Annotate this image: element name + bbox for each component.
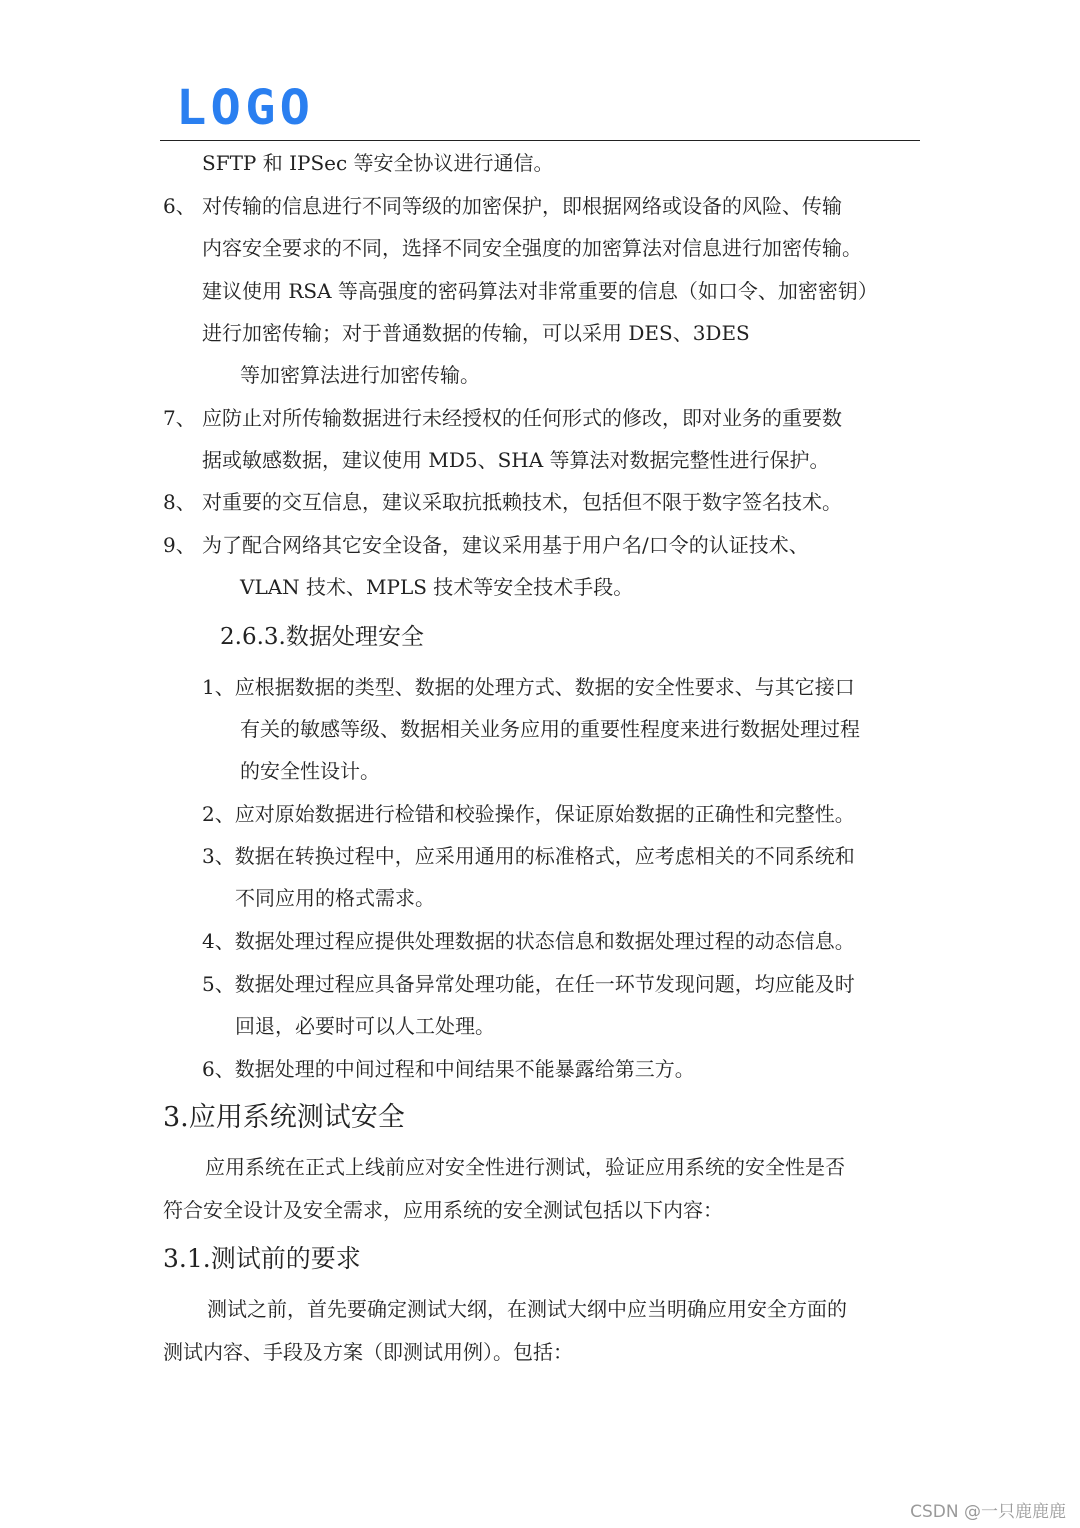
list-item-line: 5、数据处理过程应具备异常处理功能，在任一环节发现问题，均应能及时 [202, 972, 855, 996]
header-divider [160, 140, 920, 141]
list-item-line: 对传输的信息进行不同等级的加密保护，即根据网络或设备的风险、传输 [202, 194, 842, 218]
list-item-line: 进行加密传输；对于普通数据的传输，可以采用 DES、3DES [202, 321, 750, 345]
list-item-line: 4、数据处理过程应提供处理数据的状态信息和数据处理过程的动态信息。 [202, 929, 855, 953]
list-item-line: 2、应对原始数据进行检错和校验操作，保证原始数据的正确性和完整性。 [202, 802, 855, 826]
list-item-line: 应防止对所传输数据进行未经授权的任何形式的修改，即对业务的重要数 [202, 406, 842, 430]
list-item-line: 的安全性设计。 [240, 759, 380, 783]
paragraph-line: 符合安全设计及安全需求，应用系统的安全测试包括以下内容： [163, 1198, 723, 1222]
paragraph-line: 测试之前，首先要确定测试大纲，在测试大纲中应当明确应用安全方面的 [207, 1297, 847, 1321]
paragraph-line: 测试内容、手段及方案（即测试用例）。包括： [163, 1340, 573, 1364]
subsection-heading: 3.1.测试前的要求 [163, 1244, 361, 1273]
chapter-heading: 3.应用系统测试安全 [163, 1102, 405, 1133]
list-item-line: 6、数据处理的中间过程和中间结果不能暴露给第三方。 [202, 1057, 695, 1081]
paragraph-line: SFTP 和 IPSec 等安全协议进行通信。 [202, 151, 554, 175]
list-item-line: 内容安全要求的不同，选择不同安全强度的加密算法对信息进行加密传输。 [202, 236, 862, 260]
list-number: 8、 [163, 490, 196, 514]
list-item-line: VLAN 技术、MPLS 技术等安全技术手段。 [240, 575, 634, 599]
list-item-line: 对重要的交互信息，建议采取抗抵赖技术，包括但不限于数字签名技术。 [202, 490, 842, 514]
list-item-line: 等加密算法进行加密传输。 [240, 363, 480, 387]
list-item-line: 回退，必要时可以人工处理。 [235, 1014, 495, 1038]
watermark: CSDN @一只鹿鹿鹿 [910, 1502, 1066, 1522]
list-item-line: 建议使用 RSA 等高强度的密码算法对非常重要的信息（如口令、加密密钥） [202, 279, 878, 303]
list-number: 6、 [163, 194, 196, 218]
list-item-line: 有关的敏感等级、数据相关业务应用的重要性程度来进行数据处理过程 [240, 717, 860, 741]
paragraph-line: 应用系统在正式上线前应对安全性进行测试，验证应用系统的安全性是否 [205, 1155, 845, 1179]
list-number: 7、 [163, 406, 196, 430]
list-number: 9、 [163, 533, 196, 557]
list-item-line: 1、应根据数据的类型、数据的处理方式、数据的安全性要求、与其它接口 [202, 675, 855, 699]
list-item-line: 不同应用的格式需求。 [235, 886, 435, 910]
list-item-line: 为了配合网络其它安全设备，建议采用基于用户名/口令的认证技术、 [202, 533, 809, 557]
logo: LOGO [176, 80, 315, 136]
list-item-line: 据或敏感数据，建议使用 MD5、SHA 等算法对数据完整性进行保护。 [202, 448, 830, 472]
list-item-line: 3、数据在转换过程中，应采用通用的标准格式，应考虑相关的不同系统和 [202, 844, 855, 868]
section-heading: 2.6.3.数据处理安全 [220, 624, 424, 650]
